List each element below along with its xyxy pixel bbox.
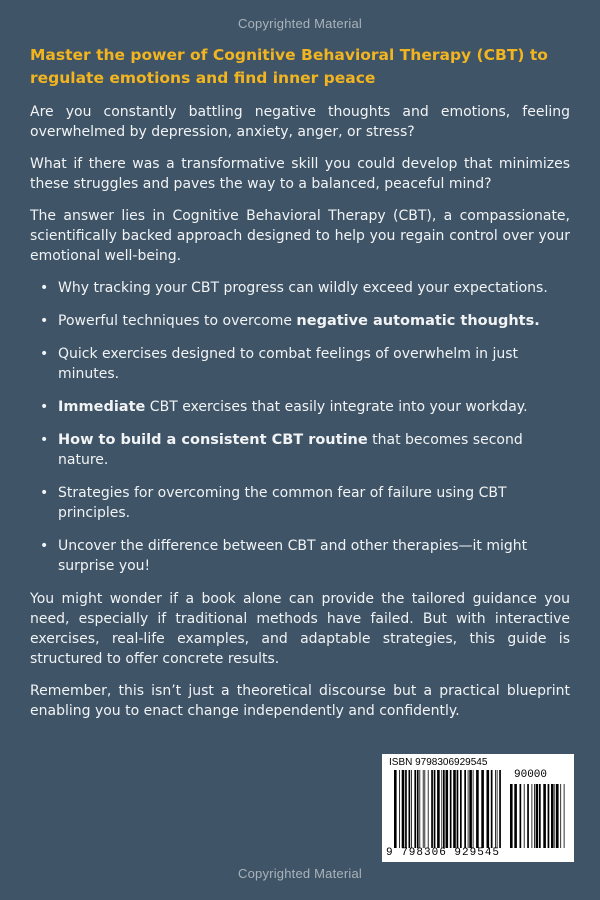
barcode-bar	[414, 770, 416, 848]
barcode-bar	[457, 770, 459, 848]
barcode-bar	[473, 770, 474, 848]
list-item: • Quick exercises designed to combat feelings of overwhelm in just minutes.	[40, 346, 519, 382]
headline: Master the power of Cognitive Behavioral Therapy (CBT) to regulate emotions and find inner peace	[30, 46, 548, 87]
barcode-bar	[469, 770, 472, 848]
barcode-bar	[556, 784, 559, 848]
price-code: 90000	[514, 769, 548, 781]
barcode-bar	[510, 784, 513, 848]
copyright-watermark-bottom: Copyrighted Material	[238, 866, 362, 881]
list-item: • Strategies for overcoming the common fear of failure using CBT principles.	[40, 485, 507, 521]
bullet-icon: •	[40, 346, 49, 362]
barcode-bar	[560, 784, 561, 848]
barcode-bar	[419, 770, 420, 848]
barcode-bar	[481, 770, 484, 848]
barcode-bar	[428, 770, 429, 848]
barcode-bar	[437, 770, 440, 848]
barcode-bar	[431, 770, 433, 848]
list-item: • How to build a consistent CBT routine that becomes second nature.	[40, 432, 523, 468]
barcode-bar	[548, 784, 550, 848]
barcode-bar	[464, 770, 466, 848]
barcode-bar	[423, 770, 424, 848]
barcode-bar	[443, 770, 445, 848]
barcode-bar	[520, 784, 522, 848]
closing-paragraph-1: You might wonder if a book alone can provide the tailored guidance you need, especially if traditional methods have failed. But with interactive exercises, real-life examples, and adaptable strategies, this guide is structured to offer concrete results.	[30, 591, 570, 667]
barcode-bar	[424, 770, 425, 848]
barcode-bars-main	[394, 770, 504, 848]
barcode-bar	[394, 770, 397, 848]
barcode-bar	[417, 770, 419, 848]
bullet-icon: •	[40, 313, 49, 329]
barcode-bar	[495, 770, 496, 848]
barcode-bar	[497, 770, 498, 848]
copyright-watermark-top: Copyrighted Material	[238, 16, 362, 31]
barcode-bar	[476, 770, 479, 848]
bullet-icon: •	[40, 538, 49, 554]
isbn-barcode	[382, 754, 574, 862]
bullet-icon: •	[40, 432, 49, 448]
back-cover-content	[30, 44, 570, 733]
barcode-bar	[499, 770, 501, 848]
barcode-bar	[554, 784, 555, 848]
barcode-bar	[411, 770, 412, 848]
barcode-bar	[536, 784, 539, 848]
closing-paragraph-2: Remember, this isn’t just a theoretical discourse but a practical blueprint enabling you to enact change independently and confidently.	[30, 683, 570, 719]
barcode-bar	[446, 770, 449, 848]
intro-paragraph-3: The answer lies in Cognitive Behavioral Therapy (CBT), a compassionate, scientifically backed approach designed to help you regain control over your emotional well-being.	[30, 208, 570, 264]
barcode-bar	[450, 770, 452, 848]
barcode-bar	[434, 770, 436, 848]
barcode-bar	[453, 770, 456, 848]
list-item: • Immediate CBT exercises that easily integrate into your workday.	[40, 399, 528, 415]
benefit-list	[30, 278, 570, 576]
list-item: • Powerful techniques to overcome negative automatic thoughts.	[40, 313, 540, 329]
list-item: • Uncover the difference between CBT and other therapies—it might surprise you!	[40, 538, 528, 574]
barcode-bar	[539, 784, 541, 848]
barcode-bar	[402, 770, 405, 848]
barcode-bar	[534, 784, 535, 848]
barcode-bar	[532, 784, 533, 848]
bullet-icon: •	[40, 485, 49, 501]
barcode-bar	[487, 770, 490, 848]
barcode-digits: 9 798306 929545	[386, 847, 501, 859]
barcode-bar	[491, 770, 493, 848]
barcode-bar	[460, 770, 462, 848]
barcode-bar	[405, 770, 407, 848]
barcode-bar	[524, 784, 525, 848]
list-item: • Why tracking your CBT progress can wildly exceed your expectations.	[40, 280, 548, 296]
barcode-bar	[551, 784, 554, 848]
intro-paragraph-2: What if there was a transformative skill you could develop that minimizes these struggles and paves the way to a balanced, peaceful mind?	[30, 156, 570, 192]
barcode-bar	[527, 784, 529, 848]
barcode-bar	[543, 784, 546, 848]
bullet-icon: •	[40, 399, 49, 415]
barcode-bar	[564, 784, 565, 848]
intro-paragraph-1: Are you constantly battling negative thoughts and emotions, feeling overwhelmed by depression, anxiety, anger, or stress?	[30, 104, 570, 140]
barcode-bar	[409, 770, 411, 848]
barcode-bar	[468, 770, 469, 848]
bullet-icon: •	[40, 280, 49, 296]
barcode-bar	[441, 770, 442, 848]
barcode-bars-addon	[510, 784, 566, 848]
isbn-label: ISBN 9798306929545	[389, 757, 488, 768]
barcode-bar	[514, 784, 517, 848]
barcode-bar	[399, 770, 400, 848]
